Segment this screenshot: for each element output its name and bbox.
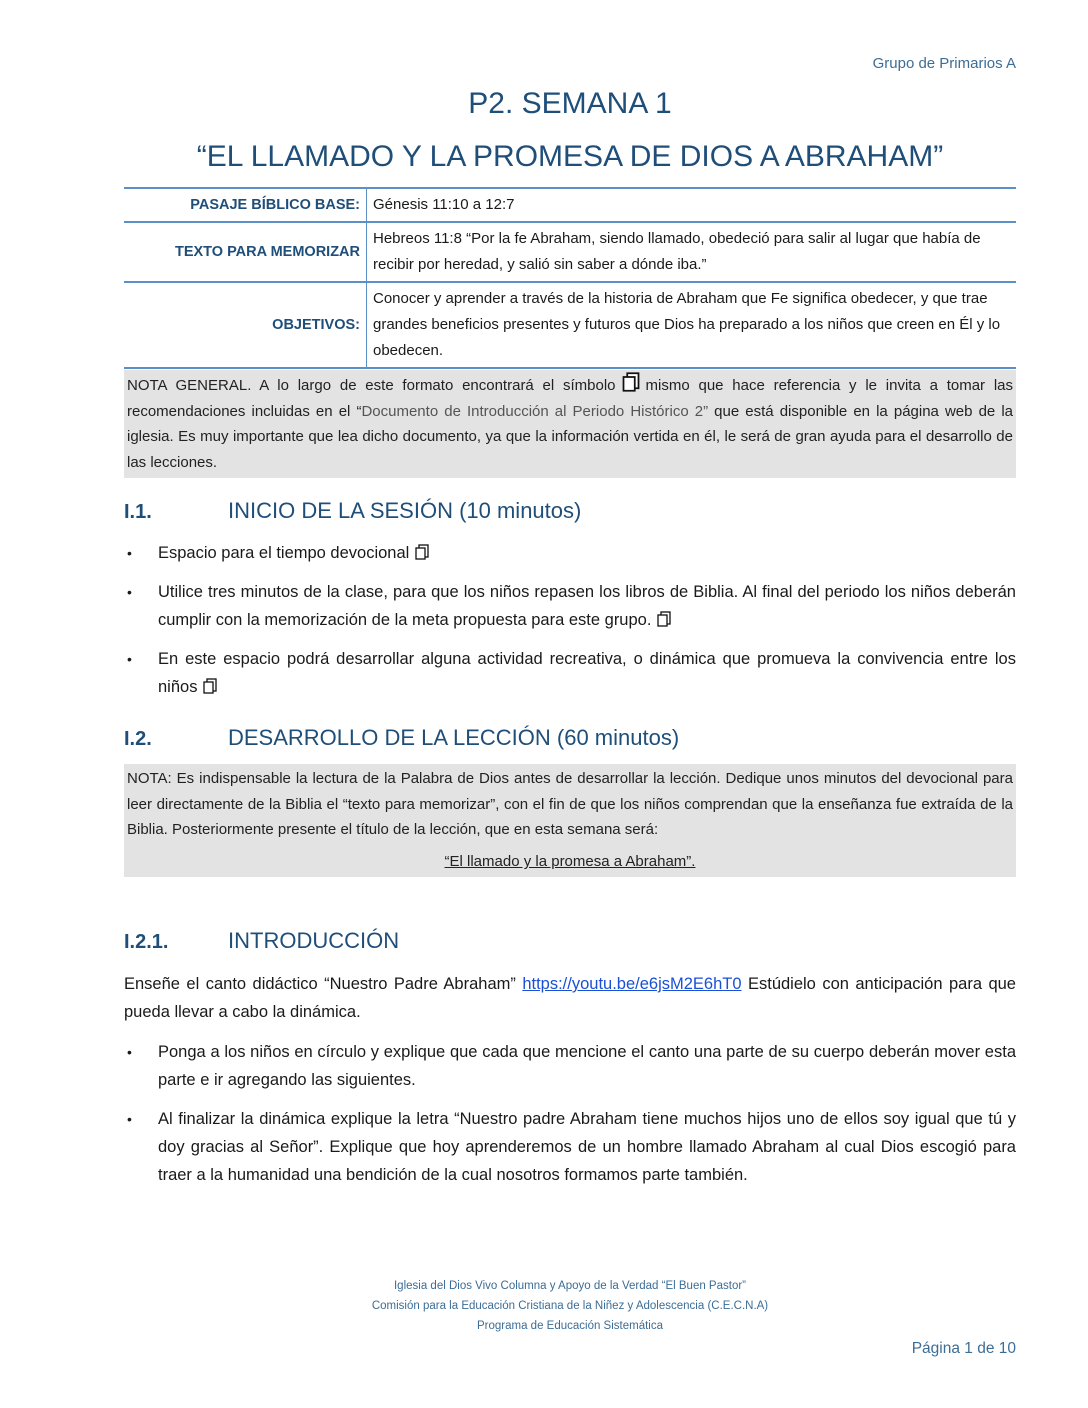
footer-church: Iglesia del Dios Vivo Columna y Apoyo de la Verdad “El Buen Pastor” — [393, 1280, 746, 1292]
info-row-memory-text — [124, 222, 1016, 282]
info-row-passage — [124, 188, 1016, 222]
document-icon — [622, 372, 640, 392]
info-table — [124, 187, 1016, 369]
list-item: • Ponga a los niños en círculo y explique que cada que mencione el canto una parte de su cuerpo deberán mover esta parte e ir agregando las siguientes. — [124, 1038, 1016, 1094]
passage-label: PASAJE BÍBLICO BASE: — [124, 188, 367, 222]
general-note — [124, 370, 1016, 478]
lesson-title-quote: “El llamado y la promesa a Abraham”. — [444, 853, 696, 871]
list-item: • Utilice tres minutos de la clase, para que los niños repasen los libros de Biblia. Al final del periodo los niños deberán cumplir con la memorización de la meta propuesta para este grupo. — [124, 578, 1016, 634]
development-note — [124, 764, 1016, 877]
general-note-part3: que está disponible en la página web de la iglesia. Es muy importante que lea dicho documento, ya que la información vertida en él, le será de gran ayuda para el desarrollo de las lecciones. — [127, 402, 1014, 472]
section-heading-development — [124, 725, 679, 751]
document-icon — [657, 611, 671, 627]
document-icon — [203, 678, 217, 694]
list-item: • Al finalizar la dinámica explique la letra “Nuestro padre Abraham tiene muchos hijos uno de ellos soy igual que tú y doy gracias al Señor”. Explique que hoy aprenderemos de un hombre llamado Abraham al cual Dios escogió para traer a la humanidad una bendición de la cual nosotros formamos parte también. — [124, 1105, 1016, 1189]
list-item: • En este espacio podrá desarrollar alguna actividad recreativa, o dinámica que promueva la convivencia entre los niños — [124, 645, 1016, 701]
general-note-part2: mismo que hace referencia y le invita a tomar las recomendaciones incluidas en el “ — [127, 377, 1013, 420]
session-start-list — [124, 539, 1016, 712]
info-row-objectives — [124, 282, 1016, 368]
document-icon — [415, 544, 429, 560]
youtube-link[interactable]: https://youtu.be/e6jsM2E6hT0 — [522, 975, 742, 993]
footer-commission: Comisión para la Educación Cristiana de la Niñez y Adolescencia (C.E.C.N.A) — [371, 1300, 769, 1312]
section-title: INICIO DE LA SESIÓN (10 minutos) — [228, 498, 582, 523]
section-heading-introduction — [124, 928, 399, 954]
page-number: Página 1 de 10 — [911, 1340, 1016, 1357]
footer-program: Programa de Educación Sistemática — [476, 1320, 663, 1332]
introduction-list — [124, 1038, 1016, 1200]
group-header: Grupo de Primarios A — [872, 55, 1016, 72]
development-note-text: NOTA: Es indispensable la lectura de la Palabra de Dios antes de desarrollar la lección. Dedique unos minutos del devocional para leer directamente de la Biblia el “texto para memorizar”, con el fin de que los niños comprendan que la enseñanza fue extraída de la Biblia. Posteriormente presente el título de la lección, que en esta semana será: — [127, 770, 1013, 839]
introduction-paragraph: Enseñe el canto didáctico “Nuestro Padre Abraham” https://youtu.be/e6jsM2E6hT0 Estúdielo con anticipación para que pueda llevar a cabo la dinámica. — [124, 975, 1016, 1021]
intro-document-name: Documento de Introducción al Periodo Histórico 2” — [361, 402, 709, 420]
week-title: P2. SEMANA 1 — [468, 87, 672, 120]
passage-value: Génesis 11:10 a 12:7 — [367, 188, 1017, 222]
objectives-label: OBJETIVOS: — [124, 282, 367, 368]
section-number: I.1. — [124, 501, 152, 523]
memory-text-value: Hebreos 11:8 “Por la fe Abraham, siendo llamado, obedeció para salir al lugar que había de recibir por heredad, y salió sin saber a dónde iba.” — [367, 222, 1017, 282]
section-title: INTRODUCCIÓN — [228, 928, 400, 953]
lesson-title: “EL LLAMADO Y LA PROMESA DE DIOS A ABRAHAM” — [196, 140, 944, 173]
general-note-part1: NOTA GENERAL. A lo largo de este formato encontrará el símbolo — [127, 377, 616, 394]
memory-text-label: TEXTO PARA MEMORIZAR — [124, 222, 367, 282]
section-heading-start — [124, 498, 581, 524]
objectives-value: Conocer y aprender a través de la historia de Abraham que Fe significa obedecer, y que trae grandes beneficios presentes y futuros que Dios ha preparado a los niños que creen en Él y lo obedecen. — [367, 282, 1017, 368]
list-item: • Espacio para el tiempo devocional — [124, 539, 1016, 567]
page-footer — [124, 1276, 1016, 1336]
section-title: DESARROLLO DE LA LECCIÓN (60 minutos) — [228, 725, 680, 750]
section-number: I.2. — [124, 728, 152, 750]
section-number: I.2.1. — [124, 931, 169, 953]
